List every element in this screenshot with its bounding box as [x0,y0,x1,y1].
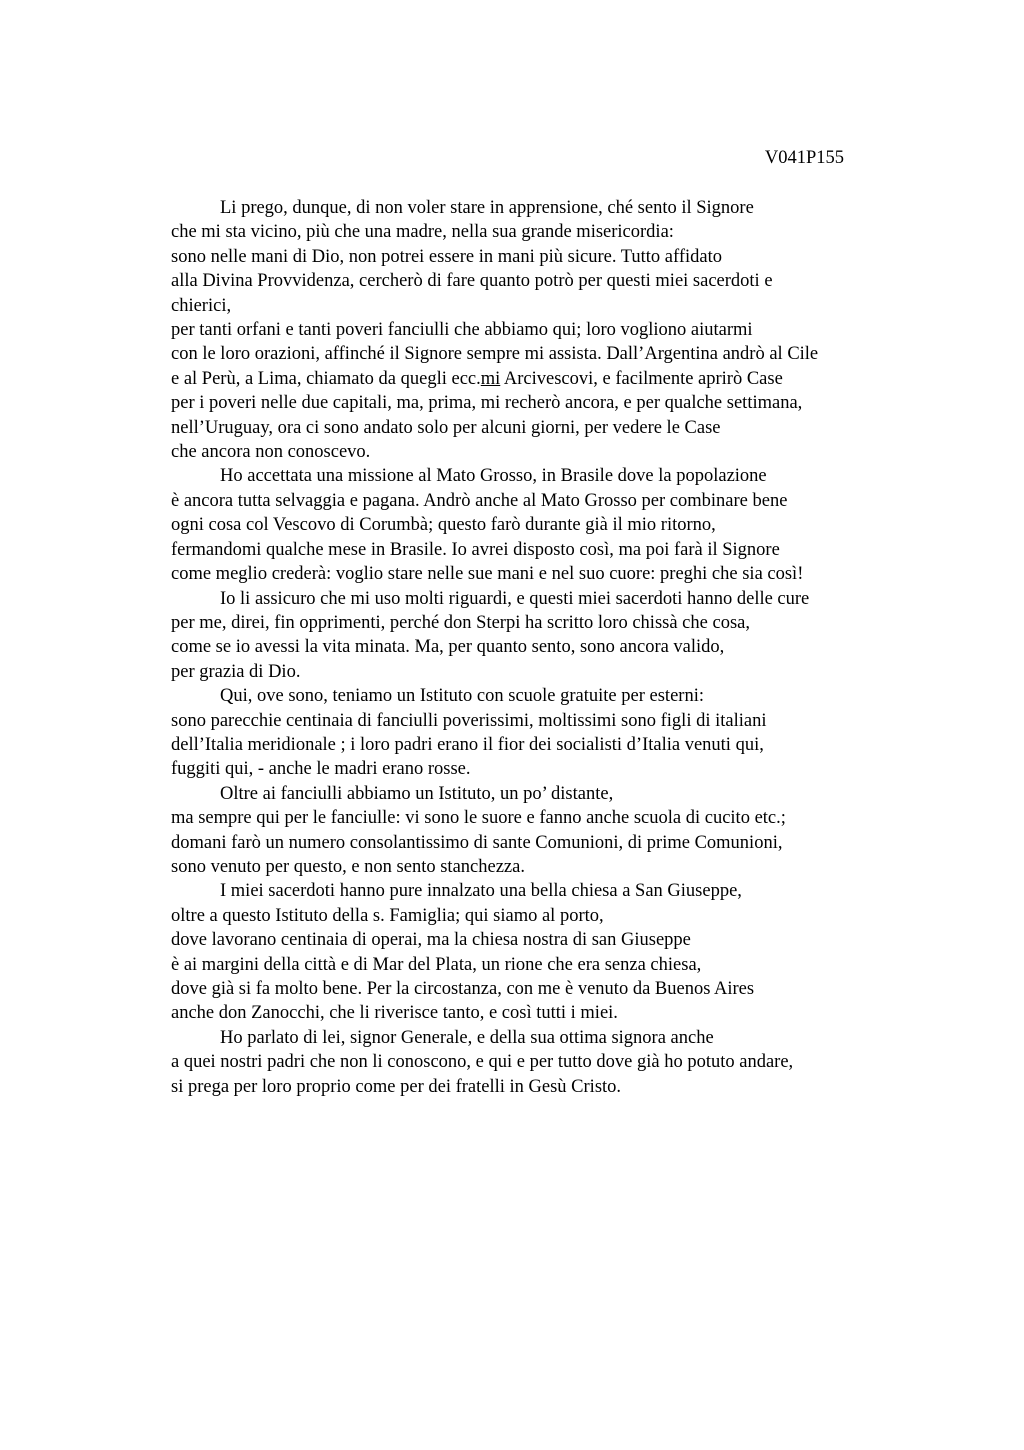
page-identifier: V041P155 [764,148,844,168]
text-line: ogni cosa col Vescovo di Corumbà; questo farò durante già il mio ritorno, [171,515,716,536]
text-line: dove già si fa molto bene. Per la circostanza, con me è venuto da Buenos Aires [171,979,755,999]
text-line: I miei sacerdoti hanno pure innalzato una bella chiesa a San Giuseppe, [220,881,742,902]
text-line: si prega per loro proprio come per dei fratelli in Gesù Cristo. [171,1076,622,1097]
text-line: come meglio crederà: voglio stare nelle sue mani e nel suo cuore: preghi che sia così! [171,564,804,585]
text-line: a quei nostri padri che non li conoscono, e qui e per tutto dove già ho potuto andare, [171,1052,794,1073]
text-line: per tanti orfani e tanti poveri fanciulli che abbiamo qui; loro vogliono aiutarmi [171,320,753,341]
text-line: che ancora non conoscevo. [171,442,371,463]
text-line: che mi sta vicino, più che una madre, nella sua grande misericordia: [171,222,674,243]
text-line: fermandomi qualche mese in Brasile. Io avrei disposto così, ma poi farà il Signore [171,539,780,560]
text-line: ma sempre qui per le fanciulle: vi sono le suore e fanno anche scuola di cucito etc.; [171,808,786,829]
text-line: sono venuto per questo, e non sento stanchezza. [171,856,525,877]
text-line: Io li assicuro che mi uso molti riguardi, e questi miei sacerdoti hanno delle cure [220,588,810,609]
text-line [171,367,911,391]
text-line: come se io avessi la vita minata. Ma, per quanto sento, sono ancora valido, [171,637,725,658]
text-line: dove lavorano centinaia di operai, ma la chiesa nostra di san Giuseppe [171,930,691,951]
text-line: Li prego, dunque, di non voler stare in apprensione, ché sento il Signore [220,198,754,218]
text-line: nell’Uruguay, ora ci sono andato solo per alcuni giorni, per vedere le Case [171,417,721,438]
text-line: Qui, ove sono, teniamo un Istituto con scuole gratuite per esterni: [220,686,704,707]
text-line: Oltre ai fanciulli abbiamo un Istituto, un po’ distante, [220,783,614,804]
text-line: alla Divina Provvidenza, cercherò di fare quanto potrò per questi miei sacerdoti e [171,271,773,292]
text-line: per grazia di Dio. [171,661,301,682]
text-line: sono parecchie centinaia di fanciulli poverissimi, moltissimi sono figli di italiani [171,710,767,731]
text-segment: Arcivescovi, e facilmente aprirò Case [500,368,783,389]
text-segment: e al Perù, a Lima, chiamato da quegli ecc. [171,368,481,389]
text-line: chierici, [171,295,232,316]
text-line: Ho accettata una missione al Mato Grosso, in Brasile dove la popolazione [220,466,767,487]
text-line: è ancora tutta selvaggia e pagana. Andrò anche al Mato Grosso per combinare bene [171,490,788,511]
text-line: dell’Italia meridionale ; i loro padri erano il fior dei socialisti d’Italia venuti qui, [171,734,764,755]
text-line: Ho parlato di lei, signor Generale, e della sua ottima signora anche [220,1027,714,1048]
text-line: anche don Zanocchi, che li riverisce tanto, e così tutti i miei. [171,1003,618,1024]
text-line: oltre a questo Istituto della s. Famiglia; qui siamo al porto, [171,905,604,926]
text-line: domani farò un numero consolantissimo di sante Comunioni, di prime Comunioni, [171,832,783,853]
text-line: per i poveri nelle due capitali, ma, prima, mi recherò ancora, e per qualche settimana, [171,393,803,414]
text-line: con le loro orazioni, affinché il Signore sempre mi assista. Dall’Argentina andrò al Cile [171,344,819,365]
text-line: è ai margini della città e di Mar del Plata, un rione che era senza chiesa, [171,954,702,975]
text-line: fuggiti qui, - anche le madri erano rosse. [171,759,471,780]
text-line: per me, direi, fin opprimenti, perché don Sterpi ha scritto loro chissà che cosa, [171,612,750,633]
underlined-abbreviation: mi [480,368,501,389]
text-line: sono nelle mani di Dio, non potrei essere in mani più sicure. Tutto affidato [171,246,722,267]
letter-body [171,196,911,1099]
